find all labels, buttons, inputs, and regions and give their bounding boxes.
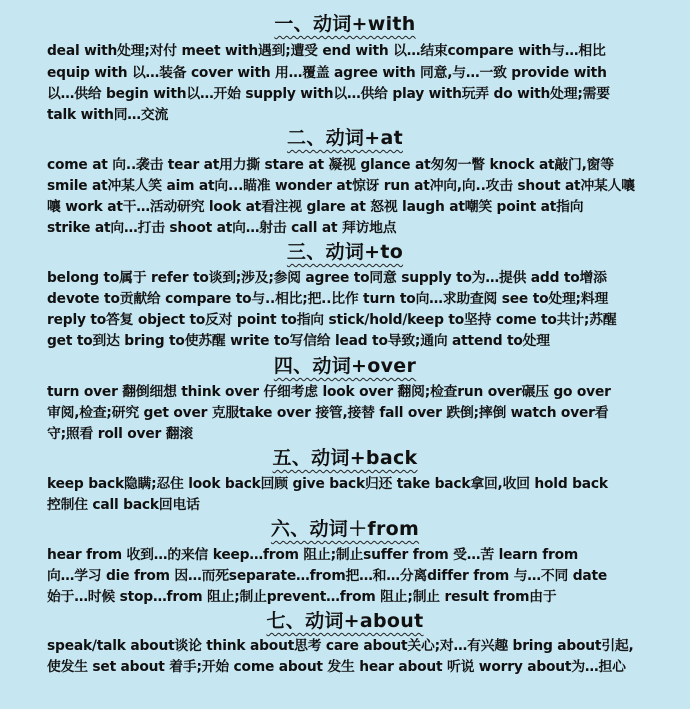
entry-line: strike at向…打击 shoot at向…射击 call at 拜访地点 <box>47 220 397 236</box>
entry-line: smile at冲某人笑 aim at向...瞄准 wonder at惊讶 run at冲向,向..攻击 shout at冲某人嚷 <box>47 178 635 194</box>
entry-line: devote to贡献给 compare to与..相比;把..比作 turn to向…求助查阅 see to处理;料理 <box>47 291 609 307</box>
section-title-back: 五、动词+back <box>272 447 418 469</box>
entry-line: turn over 翻倒细想 think over 仔细考虑 look over 翻阅;检查run over碾压 go over <box>47 384 611 400</box>
entry-line: 审阅,检查;研究 get over 克服take over 接管,接替 fall over 跌倒;摔倒 watch over看 <box>47 405 609 421</box>
entry-line: deal with处理;对付 meet with遇到;遭受 end with 以…结束compare with与…相比 <box>47 43 606 59</box>
entry-line: 嚷 work at干…活动研究 look at看注视 glare at 怒视 laugh at嘲笑 point at指向 <box>47 199 584 215</box>
entry-line: 始于…时候 stop…from 阻止;制止prevent…from 阻止;制止 result from由于 <box>47 589 557 605</box>
section-title-from: 六、动词＋from <box>270 518 420 540</box>
section-title-about: 七、动词+about <box>266 610 424 632</box>
entry-line: 以…供给 begin with以…开始 supply with以…供给 play with玩弄 do with处理;需要 <box>47 86 610 102</box>
section-title-with: 一、动词+with <box>274 13 416 35</box>
entry-line: 守;照看 roll over 翻滚 <box>47 426 193 442</box>
entry-line: get to到达 bring to使苏醒 write to写信给 lead to导致;通向 attend to处理 <box>47 333 550 349</box>
entry-line: reply to答复 object to反对 point to指向 stick/hold/keep to坚持 come to共计;苏醒 <box>47 312 617 328</box>
entry-line: come at 向..袭击 tear at用力撕 stare at 凝视 glance at匆匆一瞥 knock at敲门,窗等 <box>47 157 614 173</box>
entry-line: speak/talk about谈论 think about思考 care about关心;对…有兴趣 bring about引起, <box>47 638 634 654</box>
entry-line: belong to属于 refer to谈到;涉及;参阅 agree to同意 supply to为…提供 add to增添 <box>47 270 607 286</box>
entry-line: hear from 收到…的来信 keep…from 阻止;制止suffer from 受…苦 learn from <box>47 547 579 563</box>
entry-line: 向…学习 die from 因…而死separate…from把…和…分离differ from 与…不同 date <box>47 568 608 584</box>
section-title-to: 三、动词+to <box>286 241 404 263</box>
entry-line: keep back隐瞒;忍住 look back回顾 give back归还 take back拿回,收回 hold back <box>47 476 608 492</box>
entry-line: 使发生 set about 着手;开始 come about 发生 hear about 听说 worry about为…担心 <box>47 659 626 675</box>
entry-line: 控制住 call back回电话 <box>47 497 200 513</box>
section-title-at: 二、动词+at <box>287 127 403 149</box>
section-title-over: 四、动词+over <box>273 355 417 377</box>
entry-line: equip with 以…装备 cover with 用…覆盖 agree with 同意,与…一致 provide with <box>47 65 607 81</box>
entry-line: talk with同…交流 <box>47 107 169 123</box>
